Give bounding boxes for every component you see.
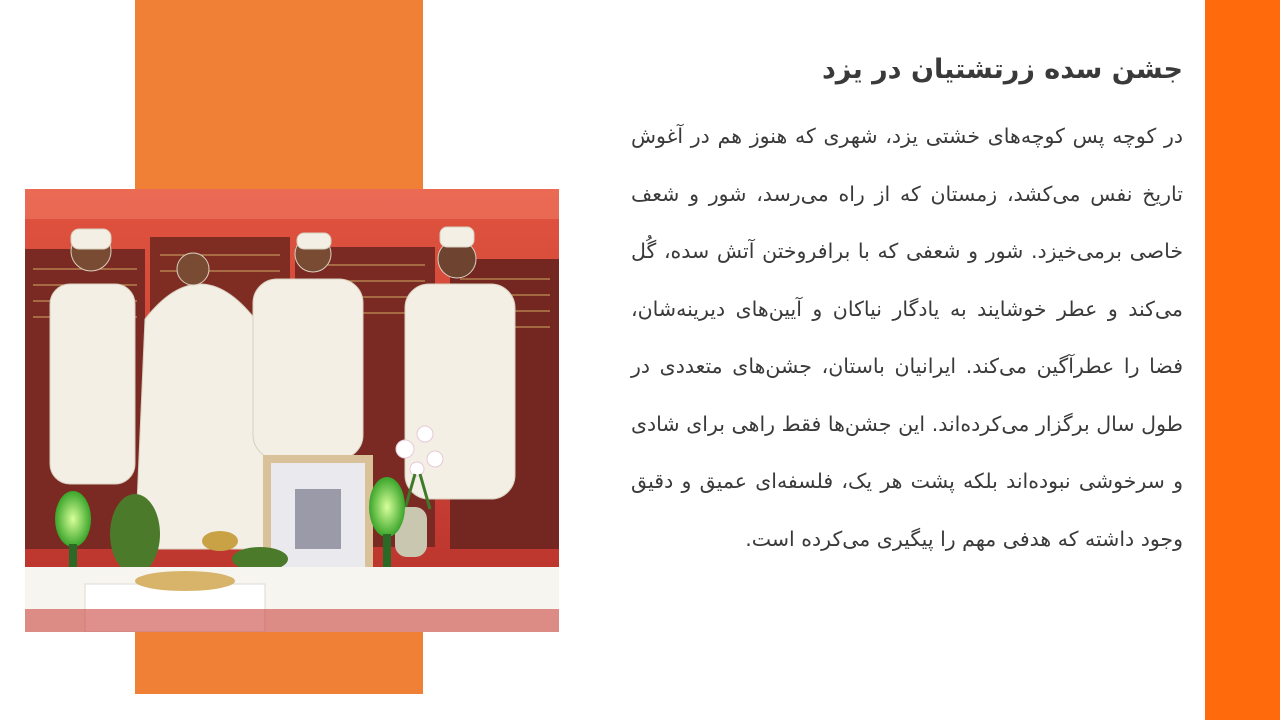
ceremony-photo-illustration	[25, 189, 559, 632]
slide-body-text: در کوچه پس کوچه‌های خشتی یزد، شهری که هنوز هم در آغوش تاریخ نفس می‌کشد، زمستان که از راه می‌رسد، شور و شعف خاصی برمی‌خیزد. شور و شعفی که با برافروختن آتش سده، گُل می‌کند و عطر خوشایند به یادگار نیاکان و آیین‌های دیرینه‌شان، فضا را عطرآگین می‌کند. ایرانیان باستان، جشن‌های متعددی در طول سال برگزار می‌کرده‌اند. این جشن‌ها فقط راهی برای شادی و سرخوشی نبوده‌اند بلکه پشت هر یک، فلسفه‌ای عمیق و دقیق وجود داشته که هدفی مهم را پیگیری می‌کرده است.	[631, 124, 1183, 551]
ceremony-photo	[25, 189, 559, 632]
accent-bar	[1205, 0, 1280, 720]
slide-title: جشن سده زرتشتیان در یزد	[821, 54, 1183, 85]
